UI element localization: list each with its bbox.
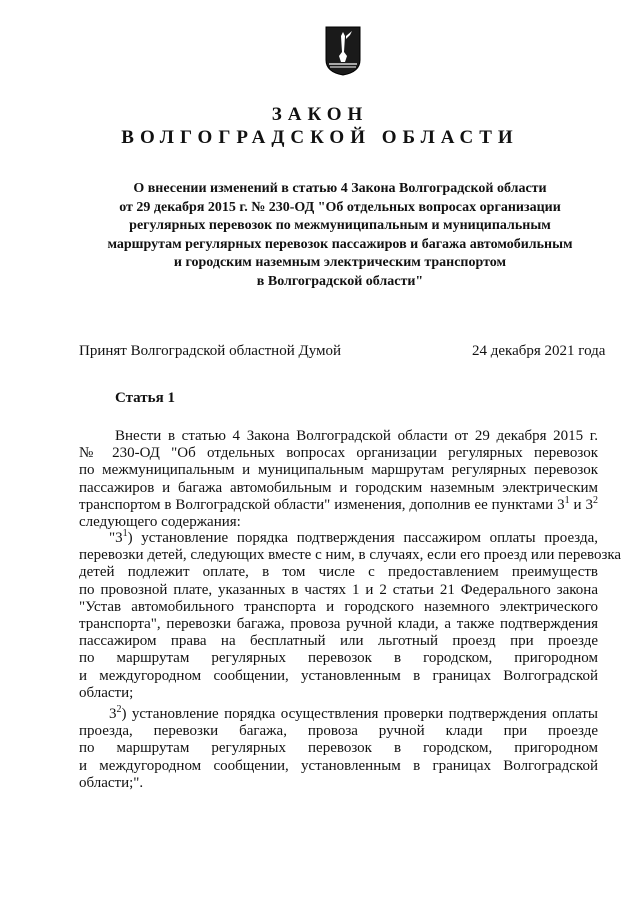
item-prefix: "3: [109, 530, 123, 546]
heading-line: О внесении изменений в статью 4 Закона Волгоградской области: [133, 181, 547, 196]
item-3-2: [79, 706, 598, 792]
superscript: 1: [122, 528, 128, 539]
heading-line: в Волгоградской области": [256, 273, 424, 289]
intro-line-text: транспортом в Волгоградской области" изменения, дополнив ее пунктами 3: [79, 496, 565, 513]
adopted-date: 24 декабря 2021 года: [472, 343, 606, 359]
item-prefix: 3: [109, 706, 117, 722]
item-line-text: ) установление порядка подтверждения пассажиром оплаты проезда,: [127, 530, 598, 546]
law-title: ЗАКОН: [271, 104, 369, 125]
intro-line: по межмуниципальным и муниципальным маршрутам регулярных перевозок: [79, 462, 598, 479]
item-line: [79, 706, 598, 723]
item-line: по провозной плате, указанных в частях 1 и 2 статьи 21 Федерального закона: [79, 581, 598, 598]
item-line: [79, 530, 598, 547]
article-title: Статья 1: [115, 390, 175, 406]
region-title: ВОЛГОГРАДСКОЙ ОБЛАСТИ: [121, 127, 519, 148]
item-3-1: [79, 528, 622, 702]
item-line: и междугородном сообщении, установленным в границах Волгоградской: [79, 667, 598, 684]
intro-and: и 3: [569, 496, 593, 513]
adopted-by: Принят Волгоградской областной Думой: [79, 343, 342, 359]
item-line-text: ) установление порядка осуществления проверки подтверждения оплаты: [121, 706, 598, 722]
item-line: области;".: [79, 774, 144, 791]
superscript: 2: [116, 704, 122, 715]
intro-line: Внести в статью 4 Закона Волгоградской области от 29 декабря 2015 г.: [115, 428, 598, 444]
item-line: детей подлежит оплате, в том числе с предоставлением преимуществ: [79, 564, 598, 581]
article-intro: [79, 428, 598, 531]
item-line: по маршрутам регулярных перевозок в городском, пригородном: [79, 650, 598, 667]
heading-line: регулярных перевозок по межмуниципальным и муниципальным: [129, 218, 551, 233]
item-line: области;: [79, 684, 134, 701]
intro-line: № 230-ОД "Об отдельных вопросах организации регулярных перевозок: [79, 445, 598, 462]
item-line: "Устав автомобильного транспорта и городского наземного электрического: [79, 598, 598, 615]
item-line: проезда, перевозки багажа, провоза ручной клади при проезде: [79, 723, 598, 740]
intro-line: следующего содержания:: [79, 513, 241, 530]
heading-line: маршрутам регулярных перевозок пассажиров и багажа автомобильным: [107, 236, 573, 252]
superscript: 2: [593, 494, 598, 506]
item-line: перевозки детей, следующих вместе с ним, в случаях, если его проезд или перевозка: [79, 547, 622, 564]
item-line: пассажиром права на бесплатный или льготный проезд при проезде: [79, 633, 598, 650]
intro-line-with-items: [79, 494, 598, 514]
heading-line: и городским наземным электрическим транспортом: [173, 255, 507, 270]
item-line: по маршрутам регулярных перевозок в городском, пригородном: [79, 740, 598, 757]
item-line: транспорта", перевозки багажа, провоза ручной клади, а также подтверждения: [79, 615, 598, 632]
intro-line: пассажиров и багажа автомобильным и городским наземным электрическим: [79, 479, 598, 496]
heading-line: от 29 декабря 2015 г. № 230-ОД "Об отдельных вопросах организации: [119, 199, 561, 215]
superscript: 1: [564, 494, 570, 506]
item-line: и междугородном сообщении, установленным в границах Волгоградской: [79, 757, 598, 774]
coat-of-arms-icon: [325, 26, 361, 76]
law-heading: [70, 180, 610, 291]
